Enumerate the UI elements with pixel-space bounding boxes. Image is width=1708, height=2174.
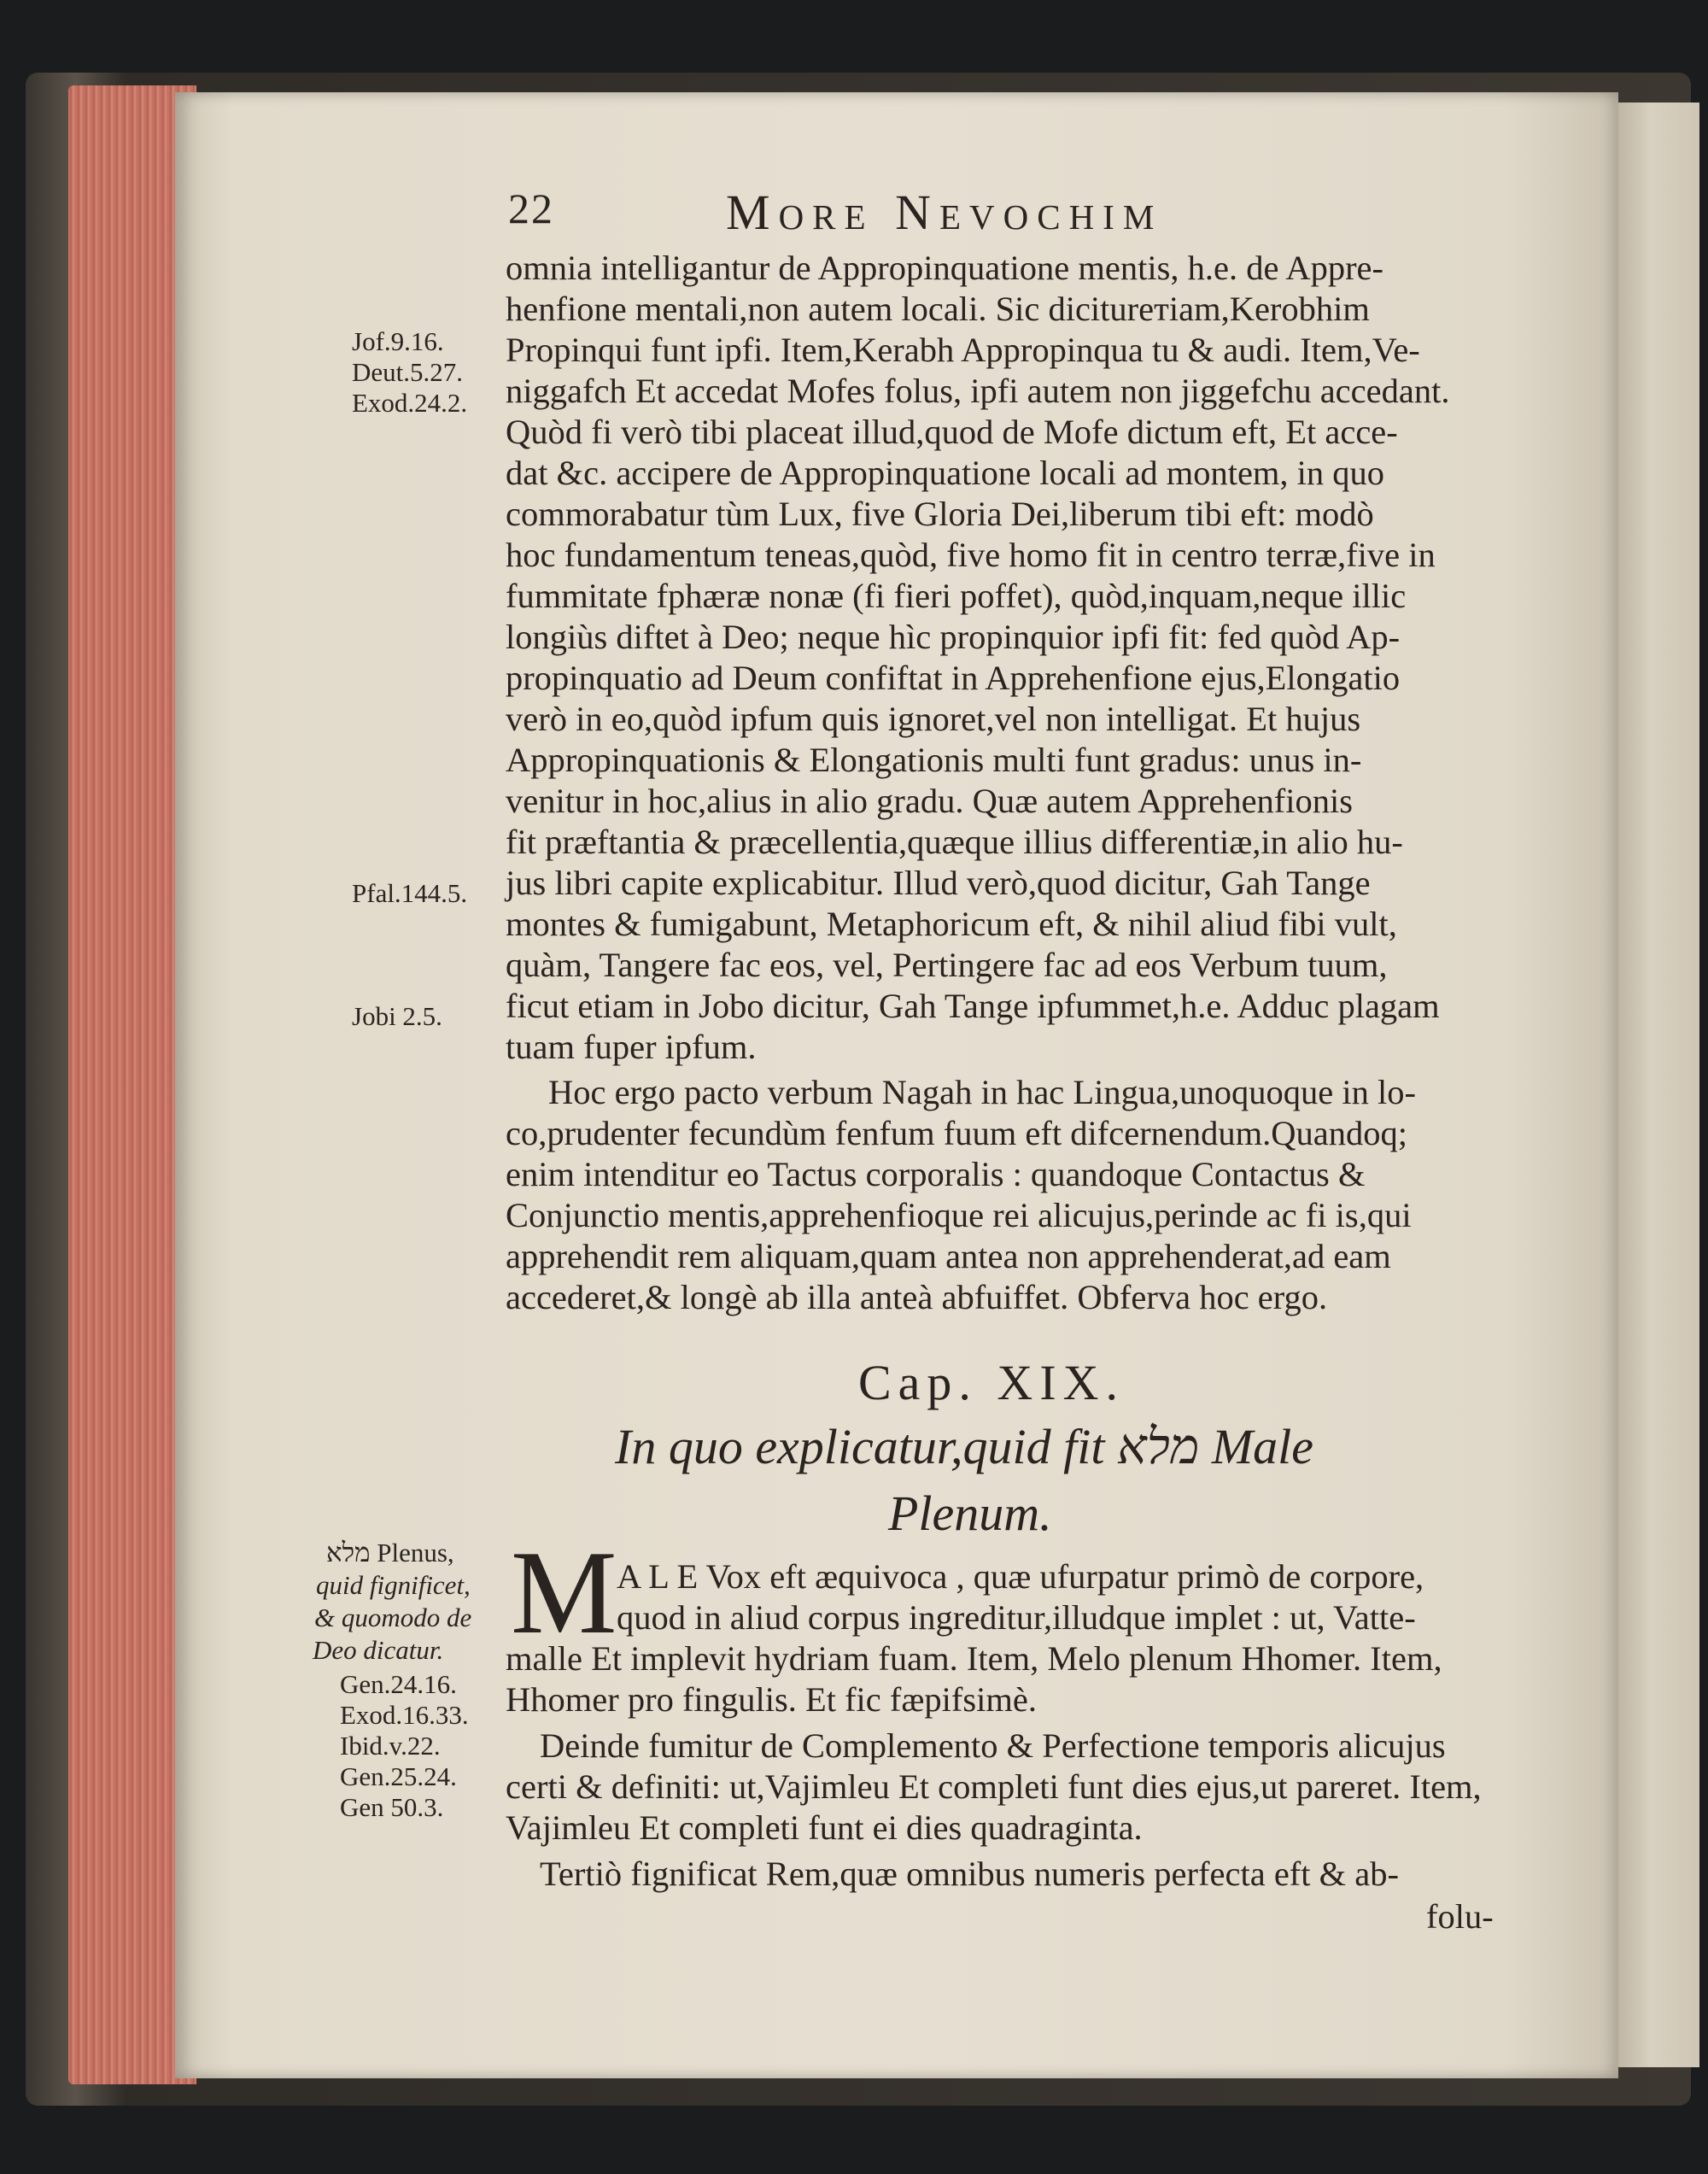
margin-note: & quomodo de bbox=[314, 1603, 472, 1632]
body-line: quàm, Tangere fac eos, vel, Pertingere fac ad eos Verbum tuum, bbox=[506, 946, 1388, 984]
chapter-line: Tertiò fignificat Rem,quæ omnibus numeris perfecta eft & ab- bbox=[540, 1855, 1399, 1893]
margin-note: Gen 50.3. bbox=[340, 1792, 444, 1822]
drop-cap: M bbox=[511, 1526, 617, 1659]
body-line: fummitate fphæræ nonæ (fi fieri poffet), quòd,inquam,neque illic bbox=[506, 577, 1407, 615]
body-line: Hoc ergo pacto verbum Nagah in hac Lingua,unoquoque in lo- bbox=[548, 1073, 1416, 1111]
body-line: niggafch Et accedat Mofes folus, ipfi autem non jiggefchu accedant. bbox=[506, 372, 1450, 410]
catchword: folu- bbox=[1426, 1897, 1494, 1936]
body-line: Conjunctio mentis,apprehenfioque rei alicujus,perinde ac fi is,qui bbox=[506, 1196, 1412, 1234]
chapter-line: Hhomer pro fingulis. Et fic fæpifsimè. bbox=[506, 1680, 1038, 1719]
margin-note: Exod.16.33. bbox=[340, 1700, 469, 1730]
body-line: tuam fuper ipfum. bbox=[506, 1028, 757, 1066]
body-line: Quòd fi verò tibi placeat illud,quod de Mofe dictum eft, Et acce- bbox=[506, 413, 1398, 451]
facing-page-edge bbox=[1618, 103, 1699, 2067]
body-line: enim intenditur eo Tactus corporalis : quandoque Contactus & bbox=[506, 1155, 1366, 1193]
margin-note: Gen.25.24. bbox=[340, 1761, 457, 1791]
page-header bbox=[0, 184, 1708, 243]
chapter-line: malle Et implevit hydriam fuam. Item, Melo plenum Hhomer. Item, bbox=[506, 1639, 1442, 1678]
chapter-title-text: Cap. XIX. bbox=[858, 1355, 1126, 1410]
chapter-line: certi & definiti: ut,Vajimleu Et completi funt dies ejus,ut pareret. Item, bbox=[506, 1767, 1482, 1806]
chapter-subtitle-line2: Plenum. bbox=[888, 1485, 1052, 1541]
body-line: jus libri capite explicabitur. Illud verò,quod dicitur, Gah Tange bbox=[506, 864, 1371, 902]
margin-note: Pfal.144.5. bbox=[352, 878, 468, 908]
margin-note: Ibid.v.22. bbox=[340, 1731, 441, 1761]
body-line: verò in eo,quòd ipfum quis ignoret,vel non intelligat. Et hujus bbox=[506, 700, 1361, 738]
body-line: venitur in hoc,alius in alio gradu. Quæ autem Apprehenfionis bbox=[506, 782, 1354, 820]
body-line: accederet,& longè ab illa anteà abfuiffet. Obferva hoc ergo. bbox=[506, 1278, 1328, 1316]
body-line: dat &c. accipere de Appropinquatione locali ad montem, in quo bbox=[506, 454, 1385, 492]
body-line: montes & fumigabunt, Metaphoricum eft, & nihil aliud fibi vult, bbox=[506, 905, 1397, 943]
chapter-line: quod in aliud corpus ingreditur,illudque implet : ut, Vatte- bbox=[617, 1598, 1416, 1637]
margin-note: Exod.24.2. bbox=[352, 388, 468, 418]
margin-note: quid fignificet, bbox=[316, 1570, 471, 1600]
chapter-line: A L E Vox eft æquivoca , quæ ufurpatur primò de corpore, bbox=[617, 1557, 1424, 1596]
margin-note: Jof.9.16. bbox=[352, 326, 444, 356]
body-line: propinquatio ad Deum confiftat in Apprehenfione ejus,Elongatio bbox=[506, 659, 1401, 697]
body-line: omnia intelligantur de Appropinquatione mentis, h.e. de Appre- bbox=[506, 249, 1384, 287]
body-line: co,prudenter fecundùm fenfum fuum eft difcernendum.Quandoq; bbox=[506, 1114, 1408, 1152]
body-line: longiùs diftet à Deo; neque hìc propinquior ipfi fit: fed quòd Ap- bbox=[506, 618, 1401, 656]
chapter-line: Deinde fumitur de Complemento & Perfectione temporis alicujus bbox=[540, 1726, 1446, 1765]
chapter-line: Vajimleu Et completi funt ei dies quadraginta. bbox=[506, 1808, 1143, 1847]
running-title: More Nevochim bbox=[726, 185, 1163, 240]
margin-note: Gen.24.16. bbox=[340, 1669, 457, 1699]
page-number: 22 bbox=[508, 185, 554, 232]
body-line: fit præftantia & præcellentia,quæque illius differentiæ,in alio hu- bbox=[506, 823, 1403, 861]
margin-note: Deut.5.27. bbox=[352, 357, 464, 387]
body-line: ficut etiam in Jobo dicitur, Gah Tange ipfummet,h.e. Adduc plagam bbox=[506, 987, 1440, 1025]
body-line: apprehendit rem aliquam,quam antea non apprehenderat,ad eam bbox=[506, 1237, 1391, 1275]
body-line: Appropinquationis & Elongationis multi funt gradus: unus in- bbox=[506, 741, 1362, 779]
chapter-subtitle-line1: In quo explicatur,quid fit מלא Male bbox=[615, 1419, 1313, 1474]
margin-note: מלא Plenus, bbox=[326, 1538, 454, 1568]
body-line: henfione mentali,non autem locali. Sic diciturетiam,Kerobhim bbox=[506, 290, 1370, 328]
margin-note: Jobi 2.5. bbox=[352, 1001, 442, 1031]
body-line: commorabatur tùm Lux, five Gloria Dei,liberum tibi eft: modò bbox=[506, 495, 1374, 533]
body-line: Propinqui funt ipfi. Item,Kerabh Appropinqua tu & audi. Item,Ve- bbox=[506, 331, 1420, 369]
body-line: hoc fundamentum teneas,quòd, five homo fit in centro terræ,five in bbox=[506, 536, 1436, 574]
margin-note: Deo dicatur. bbox=[313, 1635, 444, 1665]
